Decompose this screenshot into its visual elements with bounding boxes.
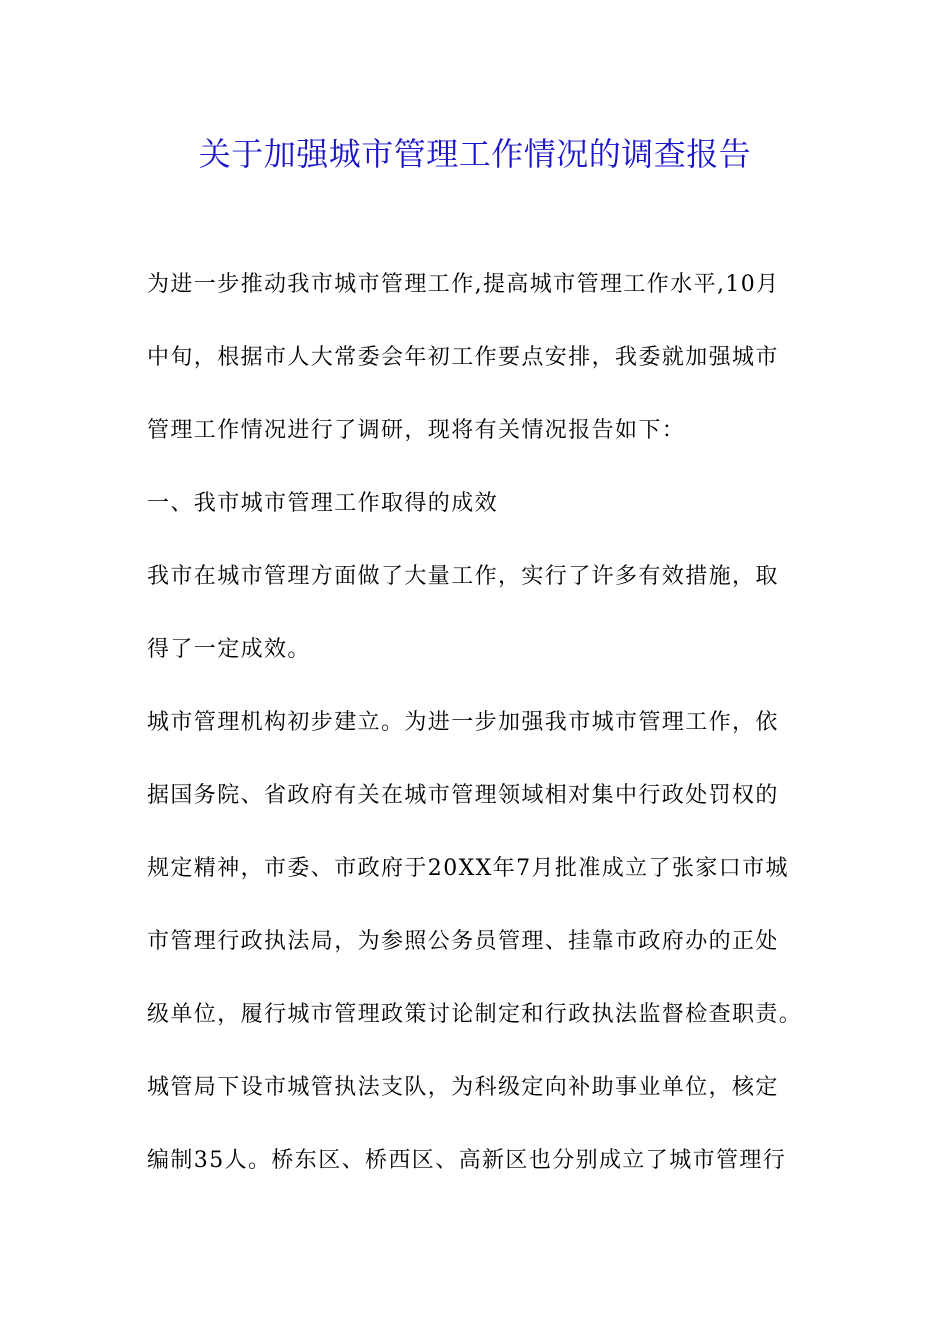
body-line: 市管理行政执法局，为参照公务员管理、挂靠市政府办的正处 (147, 929, 779, 954)
body-line: 城管局下设市城管执法支队，为科级定向补助事业单位，核定 (147, 1075, 779, 1100)
body-line: 规定精神，市委、市政府于20XX年7月批准成立了张家口市城 (147, 856, 789, 881)
body-line: 中旬，根据市人大常委会年初工作要点安排，我委就加强城市 (147, 345, 779, 370)
body-line: 得了一定成效。 (147, 637, 311, 662)
section-heading: 一、我市城市管理工作取得的成效 (147, 491, 499, 516)
body-line: 为进一步推动我市城市管理工作,提高城市管理工作水平,10月 (147, 272, 780, 297)
body-line: 据国务院、省政府有关在城市管理领域相对集中行政处罚权的 (147, 783, 779, 808)
document-body (147, 259, 817, 1208)
document-title: 关于加强城市管理工作情况的调查报告 (198, 135, 752, 173)
body-line: 我市在城市管理方面做了大量工作，实行了许多有效措施，取 (147, 564, 779, 589)
body-line: 城市管理机构初步建立。为进一步加强我市城市管理工作，依 (147, 710, 779, 735)
body-line: 编制35人。桥东区、桥西区、高新区也分别成立了城市管理行 (147, 1148, 787, 1173)
body-line: 级单位，履行城市管理政策讨论制定和行政执法监督检查职责。 (147, 1002, 803, 1027)
body-line: 管理工作情况进行了调研，现将有关情况报告如下： (147, 418, 686, 443)
